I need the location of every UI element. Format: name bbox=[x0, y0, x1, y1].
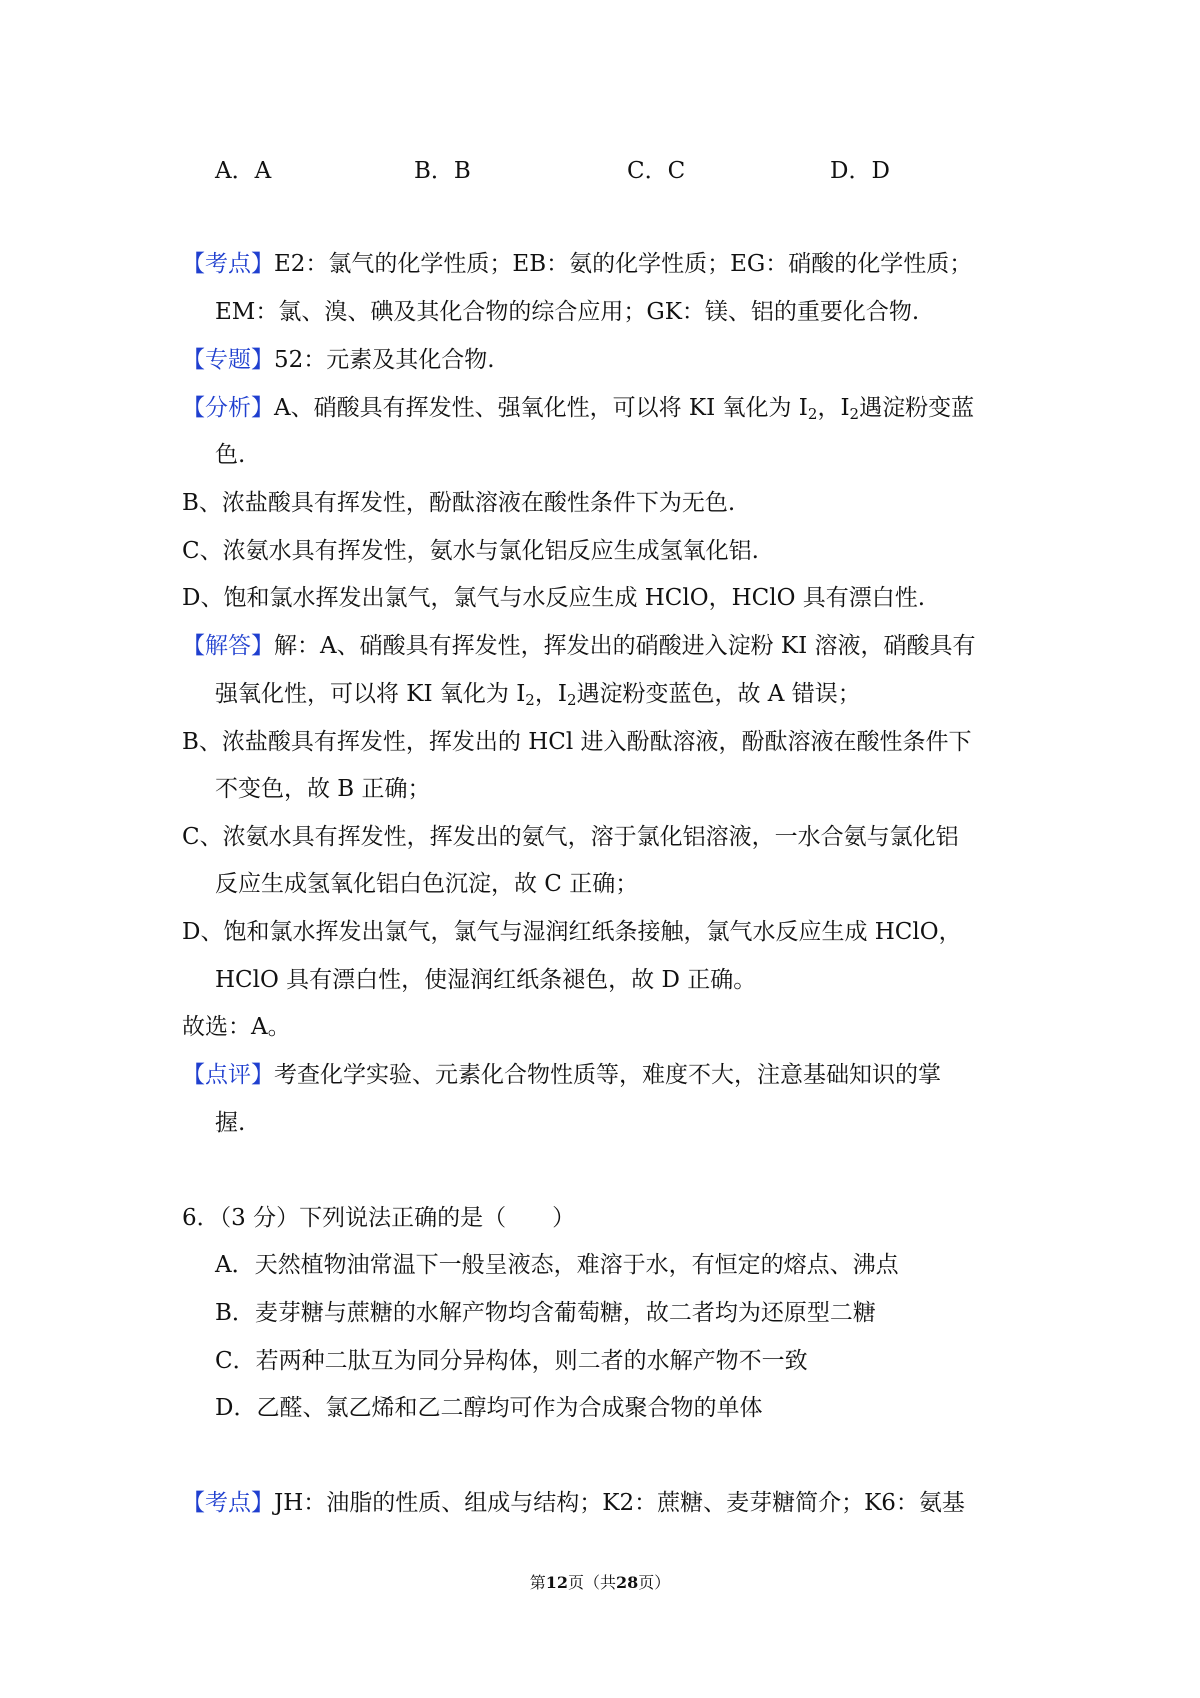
subscript-2: 2 bbox=[525, 691, 535, 709]
fenxi-text-1a: A、硝酸具有挥发性、强氧化性，可以将 KI 氧化为 I bbox=[274, 395, 808, 421]
kaodian-text-1: E2：氯气的化学性质；EB：氨的化学性质；EG：硝酸的化学性质； bbox=[274, 251, 973, 277]
zhuanti-text: 52：元素及其化合物. bbox=[274, 347, 495, 373]
dianping-line-1 bbox=[182, 1060, 941, 1090]
prev-option-c: C．C bbox=[627, 158, 686, 184]
jieda-text-2b: ，I bbox=[534, 681, 567, 707]
jieda-line-2 bbox=[215, 679, 861, 709]
question-6-stem: 6．（3 分）下列说法正确的是（ ） bbox=[182, 1205, 576, 1231]
zhuanti-tag: 【专题】 bbox=[182, 347, 274, 373]
subscript-2: 2 bbox=[807, 405, 818, 423]
prev-option-d: D．D bbox=[830, 158, 890, 184]
jieda-line-7: D、饱和氯水挥发出氯气，氯气与湿润红纸条接触，氯气水反应生成 HClO， bbox=[182, 919, 962, 945]
kaodian-line-1 bbox=[182, 249, 972, 279]
page-footer bbox=[0, 1572, 1200, 1594]
fenxi-line-4: C、浓氨水具有挥发性，氨水与氯化铝反应生成氢氧化铝. bbox=[182, 538, 759, 564]
jieda-text-2a: 强氧化性，可以将 KI 氧化为 I bbox=[215, 681, 526, 707]
page-number: 12 bbox=[545, 1573, 568, 1592]
answer-line: 故选：A。 bbox=[182, 1014, 291, 1040]
kaodian-line-2: EM：氯、溴、碘及其化合物的综合应用；GK：镁、铝的重要化合物. bbox=[215, 299, 920, 325]
jieda-line-6: 反应生成氢氧化铝白色沉淀，故 C 正确； bbox=[215, 871, 639, 897]
question-6-option-c: C．若两种二肽互为同分异构体，则二者的水解产物不一致 bbox=[215, 1348, 808, 1374]
question-6-option-d: D．乙醛、氯乙烯和乙二醇均可作为合成聚合物的单体 bbox=[215, 1395, 763, 1421]
dianping-text-1: 考查化学实验、元素化合物性质等，难度不大，注意基础知识的掌 bbox=[274, 1062, 941, 1088]
jieda-line-5: C、浓氨水具有挥发性，挥发出的氨气，溶于氯化铝溶液，一水合氨与氯化铝 bbox=[182, 824, 959, 850]
subscript-2: 2 bbox=[849, 405, 860, 423]
prev-option-a: A．A bbox=[215, 158, 272, 184]
question-6-option-a: A．天然植物油常温下一般呈液态，难溶于水，有恒定的熔点、沸点 bbox=[215, 1252, 899, 1278]
fenxi-tag: 【分析】 bbox=[182, 395, 274, 421]
fenxi-line-1 bbox=[182, 393, 974, 423]
jieda-line-3: B、浓盐酸具有挥发性，挥发出的 HCl 进入酚酞溶液，酚酞溶液在酸性条件下 bbox=[182, 729, 972, 755]
subscript-2: 2 bbox=[566, 691, 577, 709]
jieda-text-2c: 遇淀粉变蓝色，故 A 错误； bbox=[576, 681, 861, 707]
zhuanti-line bbox=[182, 345, 495, 375]
fenxi-line-3: B、浓盐酸具有挥发性，酚酞溶液在酸性条件下为无色. bbox=[182, 490, 736, 516]
dianping-line-2: 握. bbox=[215, 1110, 246, 1136]
jieda-text-1: 解：A、硝酸具有挥发性，挥发出的硝酸进入淀粉 KI 溶液，硝酸具有 bbox=[274, 633, 976, 659]
total-pages: 28 bbox=[616, 1573, 639, 1592]
footer-pre: 第 bbox=[529, 1573, 546, 1592]
fenxi-text-1c: 遇淀粉变蓝 bbox=[859, 395, 975, 421]
footer-post: 页） bbox=[638, 1573, 671, 1592]
jieda-line-1 bbox=[182, 631, 976, 661]
question-6-option-b: B．麦芽糖与蔗糖的水解产物均含葡萄糖，故二者均为还原型二糖 bbox=[215, 1300, 876, 1326]
fenxi-line-2: 色. bbox=[215, 442, 246, 468]
fenxi-line-5: D、饱和氯水挥发出氯气，氯气与水反应生成 HClO，HClO 具有漂白性. bbox=[182, 585, 926, 611]
jieda-line-8: HClO 具有漂白性，使湿润红纸条褪色，故 D 正确。 bbox=[215, 967, 757, 993]
fenxi-text-1b: ，I bbox=[817, 395, 850, 421]
q6-kaodian-tag: 【考点】 bbox=[182, 1490, 274, 1516]
dianping-tag: 【点评】 bbox=[182, 1062, 274, 1088]
jieda-tag: 【解答】 bbox=[182, 633, 274, 659]
footer-mid: 页（共 bbox=[567, 1573, 616, 1592]
jieda-line-4: 不变色，故 B 正确； bbox=[215, 776, 431, 802]
prev-option-b: B．B bbox=[414, 158, 471, 184]
kaodian-tag: 【考点】 bbox=[182, 251, 274, 277]
q6-kaodian-line-1 bbox=[182, 1488, 965, 1518]
q6-kaodian-text-1: JH：油脂的性质、组成与结构；K2：蔗糖、麦芽糖简介；K6：氨基 bbox=[274, 1490, 965, 1516]
